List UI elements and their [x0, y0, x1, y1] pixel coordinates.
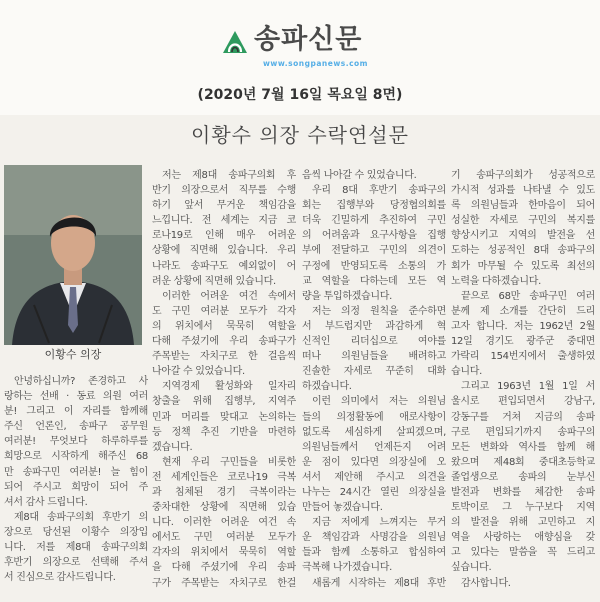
article-text-line: 의원님들께서 언제든지 어려 [302, 441, 446, 453]
article-text-line: 왔으며 제48회 중대초등학교 [451, 456, 595, 468]
article-text-line: 창출을 위해 집행부, 지역주 [152, 396, 296, 408]
article-text-line: 분께 제 소개를 간단히 드리 [451, 305, 595, 317]
article-text-line: 에서도 구민 여러분 모두가 [152, 532, 296, 544]
article-text-line: 겠습니다. [152, 441, 193, 453]
article-text-line: 기 송파구의회가 성공적으로 [451, 170, 595, 181]
article-text-line: 고 있다는 말씀을 꼭 드리고 [451, 547, 595, 559]
article-text-line: 제8대 송파구의회 후반기 의 [14, 511, 148, 523]
article-text-line: 향상시키고 지역의 발전을 선 [451, 230, 595, 242]
article-text-line: 주목받는 자치구로 한 걸음씩 [152, 351, 296, 363]
article-text-line: 을 다해 주셨기에 우리 송파 [152, 562, 296, 574]
article-text-line: 현재 우리 구민들을 비롯한 [162, 456, 296, 468]
article-text-line: 만 송파구민 여러분! 늘 힘이 [4, 466, 148, 478]
article-text-line: 12일 경기도 광주군 중대면 [451, 336, 595, 348]
article-text-line: 하기 앞서 무거운 책임감을 [152, 200, 296, 212]
article-text-line: 상황에 직면해 있습니다. 우리 [152, 245, 296, 257]
article-text-line: 이런 의미에서 저는 의원님 [312, 396, 446, 408]
article-text-line: 과 침체된 경기 극복이라는 [152, 486, 296, 498]
newspaper-name: 송파신문 [254, 24, 363, 55]
article-text-line: 성실한 자세로 구민의 복지를 [451, 215, 595, 227]
article-text-line: 강동구를 거쳐 지금의 송파 [451, 411, 595, 423]
article-text-line: 더욱 긴밀하게 추진하여 구민 [302, 215, 446, 227]
photo-caption: 이황수 의장 [44, 348, 102, 361]
article-text-line: 반기 의장으로서 직무를 수행 [152, 185, 296, 197]
article-text-line: 저는 제8대 송파구의회 후 [162, 170, 296, 181]
article-text-line: 하겠습니다. [302, 381, 352, 393]
article-text-line: 희망으로 시작하게 해주신 68 [4, 451, 148, 463]
article-text-line: 울시로 편입되면서 강남구, [451, 396, 595, 408]
article-text-line: 의 위치에서 묵묵히 역할을 [152, 320, 296, 332]
article-text-line: 구로 편입되기까지 송파구의 [451, 426, 595, 438]
article-text-line: 도하는 성공적인 8대 송파구의 [451, 245, 595, 257]
article-text-line: 후반기 의장으로 선택해 주셔 [4, 557, 148, 569]
article-text-line: 여러분! 무엇보다 하루하루를 [4, 436, 148, 448]
article-text-line: 이러한 어려운 여건 속에서 [162, 290, 296, 302]
article-text-line: 들의 의정활동에 애로사항이 [302, 411, 446, 423]
article-text-line: 저는 의정 원칙을 준수하면 [312, 305, 446, 317]
article-text-line: 가시적 성과를 나타낼 수 있도 [451, 185, 595, 197]
article-text-line: 셔서 감사 드립니다. [4, 496, 88, 508]
article-text-line: 지역경제 활성화와 일자리 [162, 381, 296, 393]
article-text-line: 안녕하십니까? 존경하고 사 [14, 376, 148, 387]
article-text-line: 교 역할을 다하는데 모든 역 [302, 275, 446, 287]
newspaper-url: www.songpanews.com [263, 59, 368, 68]
article-text-line: 극복해 나가겠습니다. [302, 562, 392, 574]
article-column-4 [451, 168, 595, 591]
article-text-line: 록 의원님들과 한마음이 되어 [451, 200, 595, 212]
article-text-line: 없도록 세심하게 살피겠으며, [302, 426, 446, 438]
article-text-line: 그리고 1963년 1월 1일 서 [461, 381, 595, 393]
article-text-line: 느낍니다. 전 세계는 지금 코 [152, 215, 296, 227]
article-text-line: 역을 사랑하는 애향심을 갖 [451, 532, 595, 544]
article-text-line: 노력을 다하겠습니다. [451, 275, 541, 287]
article-text-line: 도 구민 여러분 모두가 각자 [152, 305, 296, 317]
article-text-line: 서 진심으로 감사드립니다. [4, 572, 116, 584]
masthead-logo [222, 26, 382, 72]
article-text-line: 각자의 위치에서 묵묵히 역할 [152, 547, 296, 559]
article-text-line: 졸업생으로 송파의 눈부신 [451, 471, 595, 483]
article-text-line: 셔서 제안해 주시고 의견을 [302, 471, 446, 483]
article-column-2 [152, 168, 296, 591]
article-text-line: 려운 상황에 직면해 있습니다. [152, 275, 276, 287]
issue-date: (2020년 7월 16일 목요일 8면) [197, 87, 403, 103]
article-text-line: 구정에 반영되도록 소통의 가 [302, 260, 446, 272]
article-text-line: 니다. 저를 제8대 송파구의회 [4, 542, 148, 554]
article-text-line: 우리 8대 후반기 송파구의 [312, 185, 446, 197]
article-column-1 [4, 374, 148, 585]
article-text-line: 서 부드럽지만 과감하게 혁 [302, 320, 446, 332]
article-text-line: 고자 합니다. 저는 1962년 2월 [451, 320, 595, 332]
article-text-line: 구가 주목받는 자치구로 한걸 [152, 577, 296, 589]
article-text-line: 회가 마무될 수 있도록 최선의 [451, 260, 595, 272]
article-text-line: 민과 머리를 맞대고 논의하는 [152, 411, 296, 423]
article-text-line: 니다. 이러한 어려운 여건 속 [152, 517, 296, 529]
article-text-line: 끝으로 68만 송파구민 여러 [461, 290, 595, 302]
songpa-news-logo-icon [222, 30, 248, 54]
article-headline: 이황수 의장 수락연설문 [191, 123, 409, 147]
speaker-photo [4, 165, 142, 345]
article-text-line: 의 어려움과 요구사항을 집행 [302, 230, 446, 242]
article-text-line: 의 발전을 위해 고민하고 지 [451, 517, 595, 529]
article-text-line: 중차대한 상황에 직면해 있습 [152, 502, 296, 514]
article-text-line: 다해 주셨기에 우리 송파구가 [152, 336, 296, 348]
article-text-line: 등 정책 추진 기반을 마련하 [152, 426, 296, 438]
article-text-line: 나아갈 수 있었습니다. [152, 366, 245, 378]
article-text-line: 로나19로 인해 매우 어려운 [152, 230, 296, 242]
article-text-line: 주신 언론인, 송파구 공무원 [4, 421, 148, 433]
article-text-line: 가락리 154번지에서 출생하였 [451, 351, 595, 363]
article-text-line: 나누는 24시간 열린 의장실을 [302, 486, 446, 498]
article-text-line: 회는 집행부와 당정협의회를 [302, 200, 446, 212]
article-text-line: 장으로 당선된 이황수 의장입 [4, 526, 148, 538]
article-text-line: 모든 변화와 역사를 함께 해 [451, 441, 595, 453]
article-text-line: 부에 전달하고 구민의 의견이 [302, 245, 446, 257]
article-text-line: 량을 투입하겠습니다. [302, 290, 392, 302]
article-text-line: 나라도 송파구도 예외없이 어 [152, 260, 296, 272]
article-text-line: 만들어 놓겠습니다. [302, 502, 383, 514]
article-text-line: 습니다. [451, 366, 482, 378]
article-text-line: 운 점이 있다면 의장실에 오 [302, 456, 446, 468]
article-text-line: 토박이로 그 누구보다 지역 [451, 502, 595, 514]
article-text-line: 감사합니다. [461, 577, 511, 589]
article-text-line: 신적인 리더십으로 여야를 [302, 336, 446, 348]
article-column-3 [302, 168, 446, 591]
portrait-image [4, 165, 142, 345]
article-text-line: 새롭게 시작하는 제8대 후반 [312, 577, 446, 589]
article-text-line: 되어 주시고 희망이 되어 주 [4, 481, 148, 493]
article-text-line: 전 세계인들은 코로나19 극복 [152, 471, 296, 483]
article-text-line: 지금 저에게 느껴지는 무거 [312, 517, 446, 529]
article-text-line: 랑하는 선배 · 동료 의원 여러 [4, 391, 148, 403]
article-text-line: 진솔한 자세로 꾸준히 대화 [302, 366, 446, 378]
article-text-line: 발전과 변화를 체감한 송파 [451, 486, 595, 498]
article-text-line: 떠나 의원님들을 배려하고 [302, 351, 446, 363]
article-text-line: 분! 그리고 이 자리를 함께해 [4, 406, 148, 418]
article-text-line: 들과 함께 소통하고 합심하여 [302, 547, 446, 559]
article-text-line: 운 책임감과 사명감을 의원님 [302, 532, 446, 544]
article-text-line: 음씩 나아갈 수 있었습니다. [302, 170, 417, 181]
article-text-line: 싶습니다. [451, 562, 492, 574]
